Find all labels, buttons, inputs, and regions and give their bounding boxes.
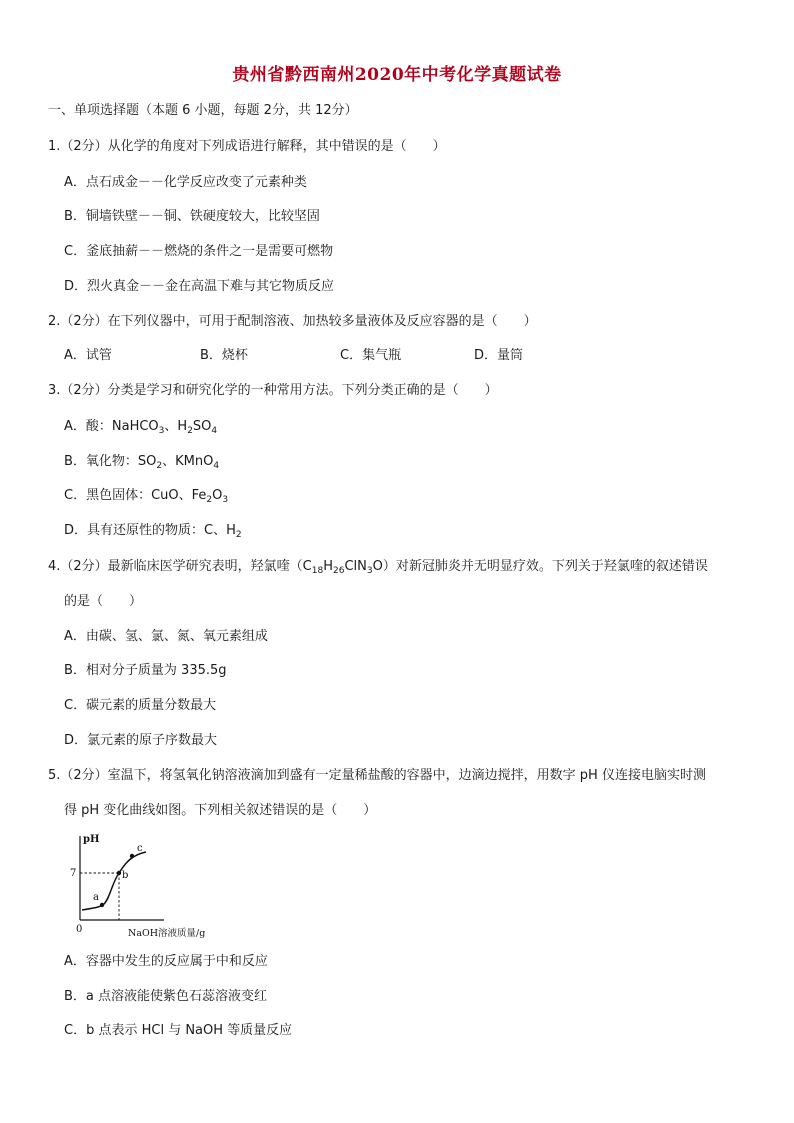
point-a-label: a	[93, 892, 99, 903]
q5-option-a: A．容器中发生的反应属于中和反应	[64, 954, 268, 969]
origin-label: 0	[76, 924, 83, 935]
q1-option-a: A．点石成金－－化学反应改变了元素种类	[64, 175, 307, 190]
q2-option-d: D．量筒	[474, 348, 524, 363]
q2-option-a: A．试管	[64, 348, 112, 363]
question-4-stem: 4.（2分）最新临床医学研究表明，羟氯喹$(C_{18}H_{26}ClN_3O)$对新冠肺炎并无明显疗效。下列关于羟氯喹的叙述错误	[48, 559, 708, 576]
q3-option-a: A．酸：NaHCO$_3$、$H_2SO_4$	[64, 419, 218, 436]
point-c	[130, 854, 134, 858]
q4-option-b: B．相对分子质量为 335.5g	[64, 663, 227, 678]
ph-curve-chart	[66, 828, 266, 940]
question-3-stem: 3.（2分）分类是学习和研究化学的一种常用方法。下列分类正确的是（ ）	[48, 383, 498, 398]
point-c-label: c	[137, 843, 143, 854]
point-a	[100, 903, 104, 907]
y-tick-7: 7	[70, 868, 77, 879]
q1-option-c: C．釜底抽薪－－燃烧的条件之一是需要可燃物	[64, 244, 334, 259]
point-b	[117, 871, 121, 875]
q4-option-a: A．由碳、氢、氯、氮、氧元素组成	[64, 629, 268, 644]
q1-option-d: D．烈火真金－－金在高温下难与其它物质反应	[64, 279, 335, 294]
question-5-stem-cont: 得 pH 变化曲线如图。下列相关叙述错误的是（ ）	[64, 803, 377, 818]
q4-option-c: C．碳元素的质量分数最大	[64, 698, 217, 713]
q3-option-d: D．具有还原性的物质：C、$H_2$	[64, 523, 242, 540]
q4-option-d: D．氯元素的原子序数最大	[64, 733, 218, 748]
ph-curve	[82, 852, 146, 910]
q2-option-c: C．集气瓶	[340, 348, 402, 363]
q2-options-row	[64, 347, 564, 365]
question-2-stem: 2.（2分）在下列仪器中，可用于配制溶液、加热较多量液体及反应容器的是（ ）	[48, 314, 537, 329]
question-5-stem: 5.（2分）室温下，将氢氧化钠溶液滴加到盛有一定量稀盐酸的容器中，边滴边搅拌，用数字 pH 仪连接电脑实时测	[48, 768, 706, 783]
q1-option-b: B．铜墙铁壁－－铜、铁硬度较大，比较坚固	[64, 209, 320, 224]
q3-option-b: B．氧化物：$SO_2$、KMnO$_4$	[64, 454, 220, 471]
q2-option-b: B．烧杯	[200, 348, 248, 363]
question-1-stem: 1.（2分）从化学的角度对下列成语进行解释，其中错误的是（ ）	[48, 139, 446, 154]
q5-option-c: C．b 点表示 HCl 与 NaOH 等质量反应	[64, 1023, 293, 1038]
x-axis-label: NaOH溶液质量/g	[128, 928, 206, 939]
page-title: 贵州省黔西南州2020年中考化学真题试卷	[232, 65, 562, 85]
q5-option-b: B．a 点溶液能使紫色石蕊溶液变红	[64, 989, 268, 1004]
section-heading: 一、单项选择题（本题 6 小题，每题 2分，共 12分）	[48, 103, 358, 118]
y-axis-label: pH	[83, 834, 100, 845]
q3-option-c: C．黑色固体：CuO、$Fe_2O_3$	[64, 488, 229, 505]
question-4-stem-cont: 的是（ ）	[64, 594, 143, 609]
point-b-label: b	[122, 870, 129, 881]
